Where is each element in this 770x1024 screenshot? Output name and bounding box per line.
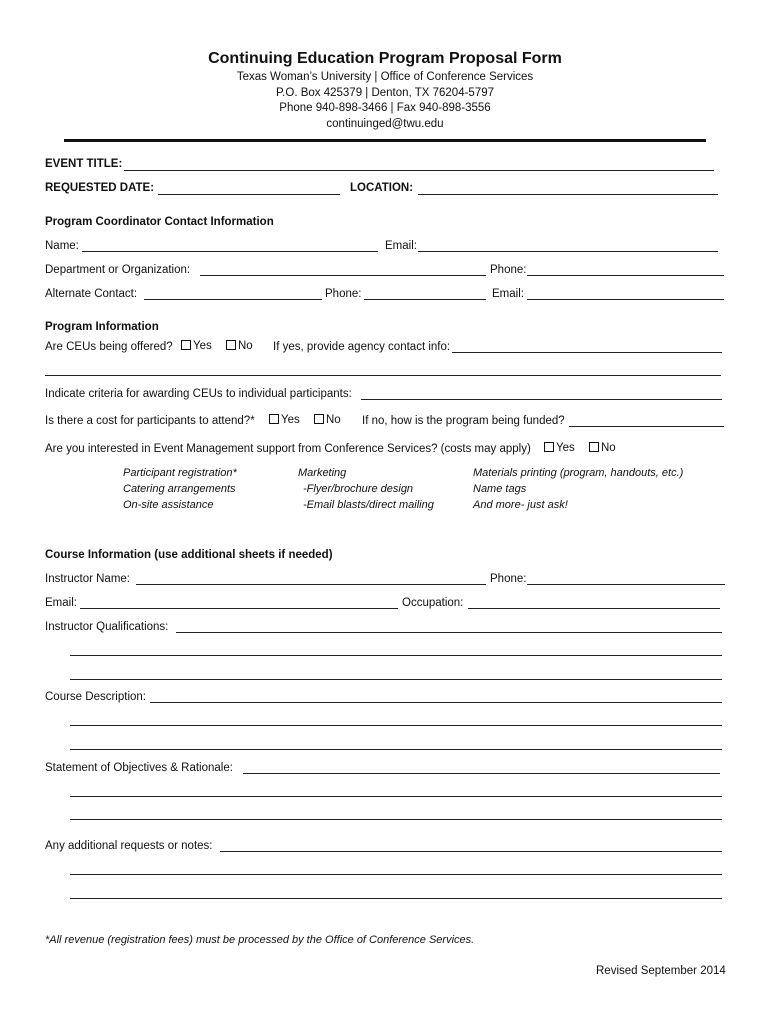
description-label: Course Description: xyxy=(45,691,146,703)
service-item: Catering arrangements xyxy=(123,483,236,495)
cost-yes-checkbox[interactable] xyxy=(269,414,279,424)
instructor-phone-field[interactable] xyxy=(527,584,725,585)
revenue-note: *All revenue (registration fees) must be processed by the Office of Conference Services. xyxy=(45,934,475,946)
instructor-email-label: Email: xyxy=(45,597,77,609)
qualifications-label: Instructor Qualifications: xyxy=(45,621,169,633)
event-title-label: EVENT TITLE: xyxy=(45,158,123,170)
instructor-phone-label: Phone: xyxy=(490,573,527,585)
service-item: On-site assistance xyxy=(123,499,214,511)
notes-field[interactable] xyxy=(220,851,722,852)
notes-field-line2[interactable] xyxy=(70,874,722,875)
funding-field[interactable] xyxy=(569,426,724,427)
alt-phone-label: Phone: xyxy=(325,288,362,300)
agency-field-line2[interactable] xyxy=(45,375,721,376)
alt-phone-field[interactable] xyxy=(364,299,486,300)
service-item: Materials printing (program, handouts, etc.) xyxy=(473,467,684,479)
phone-field[interactable] xyxy=(527,275,724,276)
alt-email-field[interactable] xyxy=(527,299,724,300)
email-field[interactable] xyxy=(418,251,718,252)
agency-field[interactable] xyxy=(452,352,722,353)
ceus-question: Are CEUs being offered? xyxy=(45,341,173,353)
header-divider xyxy=(64,139,706,142)
notes-label: Any additional requests or notes: xyxy=(45,840,213,852)
funding-label: If no, how is the program being funded? xyxy=(362,415,565,427)
description-field[interactable] xyxy=(150,702,722,703)
event-mgmt-question: Are you interested in Event Management support from Conference Services? (costs may apply) xyxy=(45,443,531,455)
objectives-field[interactable] xyxy=(243,773,720,774)
ceus-no[interactable]: No xyxy=(226,340,253,352)
org-line: Texas Woman’s University | Office of Conference Services xyxy=(236,71,534,83)
phone-fax-line: Phone 940-898-3466 | Fax 940-898-3556 xyxy=(279,102,491,114)
alt-contact-field[interactable] xyxy=(144,299,322,300)
occupation-field[interactable] xyxy=(468,608,720,609)
alt-email-label: Email: xyxy=(492,288,524,300)
description-field-line2[interactable] xyxy=(70,725,722,726)
revised-date: Revised September 2014 xyxy=(596,965,726,977)
requested-date-label: REQUESTED DATE: xyxy=(45,182,155,194)
qualifications-field-line3[interactable] xyxy=(70,679,722,680)
service-item: -Flyer/brochure design xyxy=(303,483,414,495)
event-mgmt-yes[interactable]: Yes xyxy=(544,442,575,454)
dept-field[interactable] xyxy=(200,275,486,276)
event-mgmt-no[interactable]: No xyxy=(589,442,616,454)
name-field[interactable] xyxy=(82,251,378,252)
objectives-field-line2[interactable] xyxy=(70,796,722,797)
phone-label: Phone: xyxy=(490,264,527,276)
description-field-line3[interactable] xyxy=(70,749,722,750)
objectives-field-line3[interactable] xyxy=(70,819,722,820)
coordinator-heading: Program Coordinator Contact Information xyxy=(45,216,274,228)
location-label: LOCATION: xyxy=(350,182,414,194)
cost-no-checkbox[interactable] xyxy=(314,414,324,424)
cost-no[interactable]: No xyxy=(314,414,341,426)
dept-label: Department or Organization: xyxy=(45,264,191,276)
ceus-yes-checkbox[interactable] xyxy=(181,340,191,350)
service-item: Participant registration* xyxy=(123,467,237,479)
ceus-no-checkbox[interactable] xyxy=(226,340,236,350)
service-item: And more- just ask! xyxy=(473,499,568,511)
criteria-label: Indicate criteria for awarding CEUs to individual participants: xyxy=(45,388,352,400)
form-title: Continuing Education Program Proposal Form xyxy=(208,50,562,67)
agency-label: If yes, provide agency contact info: xyxy=(273,341,451,353)
requested-date-field[interactable] xyxy=(158,194,340,195)
location-field[interactable] xyxy=(418,194,718,195)
program-heading: Program Information xyxy=(45,321,159,333)
name-label: Name: xyxy=(45,240,79,252)
service-item: Name tags xyxy=(473,483,527,495)
event-mgmt-yes-checkbox[interactable] xyxy=(544,442,554,452)
contact-email: continuinged@twu.edu xyxy=(326,118,444,130)
course-heading: Course Information (use additional sheets if needed) xyxy=(45,549,333,561)
cost-question: Is there a cost for participants to attend?* xyxy=(45,415,255,427)
event-title-field[interactable] xyxy=(124,170,714,171)
service-item: Marketing xyxy=(298,467,347,479)
qualifications-field-line2[interactable] xyxy=(70,655,722,656)
qualifications-field[interactable] xyxy=(176,632,722,633)
email-label: Email: xyxy=(385,240,417,252)
alt-contact-label: Alternate Contact: xyxy=(45,288,138,300)
occupation-label: Occupation: xyxy=(402,597,464,609)
cost-yes[interactable]: Yes xyxy=(269,414,300,426)
instructor-email-field[interactable] xyxy=(80,608,398,609)
address-line: P.O. Box 425379 | Denton, TX 76204-5797 xyxy=(275,87,495,99)
event-mgmt-no-checkbox[interactable] xyxy=(589,442,599,452)
ceus-yes[interactable]: Yes xyxy=(181,340,212,352)
service-item: -Email blasts/direct mailing xyxy=(303,499,434,511)
notes-field-line3[interactable] xyxy=(70,898,722,899)
criteria-field[interactable] xyxy=(361,399,722,400)
instructor-label: Instructor Name: xyxy=(45,573,130,585)
instructor-field[interactable] xyxy=(136,584,486,585)
objectives-label: Statement of Objectives & Rationale: xyxy=(45,762,233,774)
